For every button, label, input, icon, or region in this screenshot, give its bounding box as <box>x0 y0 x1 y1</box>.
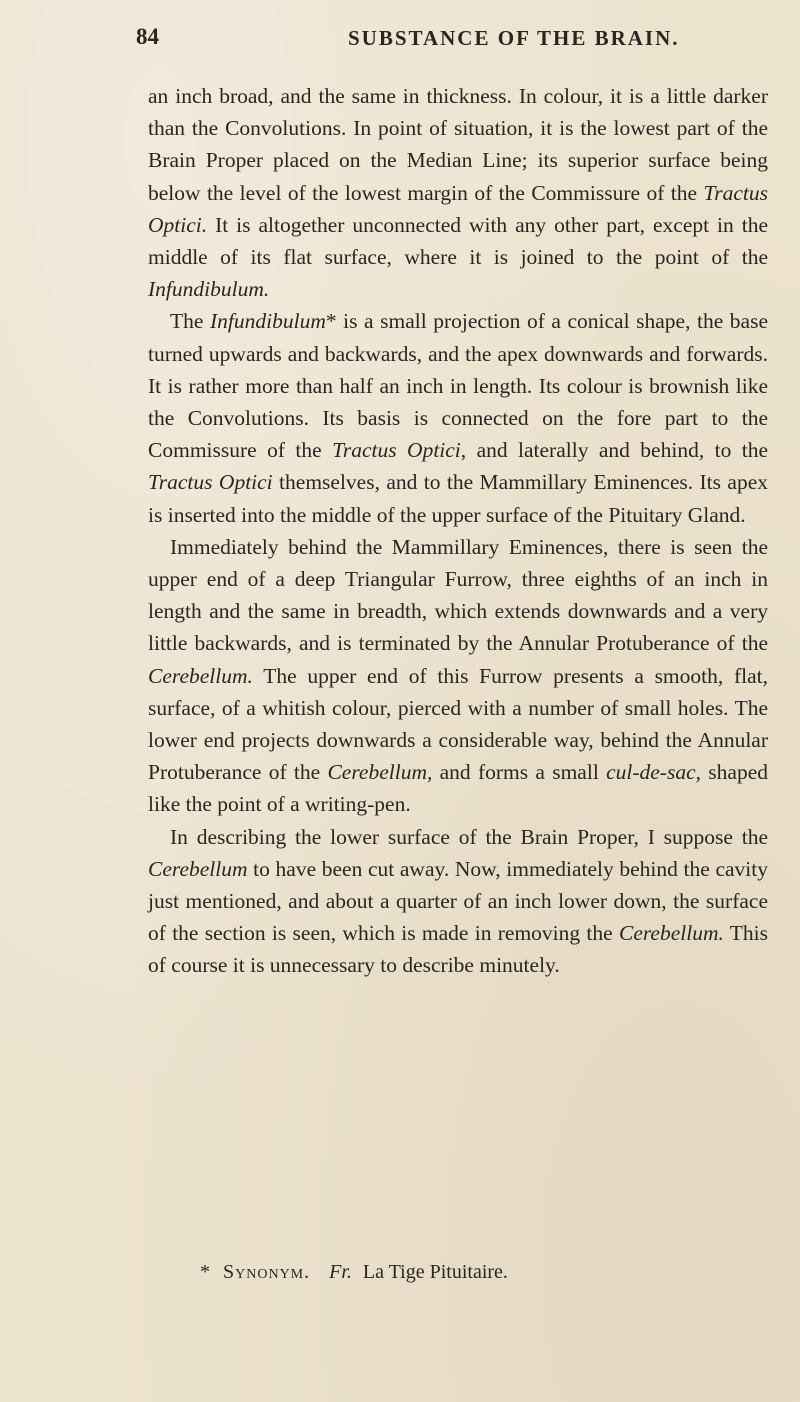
italic-term: Infundibulum. <box>148 277 270 302</box>
italic-term: Tractus Optici <box>148 470 273 495</box>
text-run: , and laterally and behind, to the <box>460 438 769 463</box>
italic-term: Cerebellum. <box>148 663 253 688</box>
paragraph-2 <box>148 305 768 530</box>
text-run: themselves, and to the Mammillary Eminences. Its apex is inserted into the middle of the upper surface of the Pituitary Gland. <box>148 470 768 527</box>
italic-term: cul-de-sac, <box>606 760 702 785</box>
text-run: It is altogether unconnected with any other part, except in the middle of its flat surface, where it is joined to the point of the <box>148 212 768 270</box>
italic-term: Tractus Optici <box>332 438 461 463</box>
footnote-label: Synonym. <box>223 1261 311 1283</box>
body-text <box>148 80 768 982</box>
text-run: an inch broad, and the same in thickness. In colour, it is a little darker than the Convolutions. In point of situation, it is the lowest part of the Brain Proper placed on the Median Line; its superior surface being below the level of the lowest margin of the Commissure of the <box>148 84 768 205</box>
footnote-term: La Tige Pituitaire. <box>362 1261 508 1283</box>
text-run: This of course it is unnecessary to describe minutely. <box>148 921 768 978</box>
footnote <box>200 1258 760 1286</box>
paragraph-4 <box>148 821 768 982</box>
paragraph-3 <box>148 531 768 821</box>
page-number: 84 <box>136 24 159 49</box>
italic-term: Tractus Optici. <box>148 180 768 237</box>
text-run: The upper end of this Furrow presents a smooth, flat, surface, of a whitish colour, pierced with a number of small holes. The lower end projects downwards a considerable way, behind the Annular Protuberance of the <box>148 663 768 785</box>
italic-term: Cerebellum <box>148 856 248 881</box>
text-run: The <box>170 309 210 334</box>
text-run: shaped like the point of a writing-pen. <box>148 760 769 817</box>
text-run: In describing the lower surface of the Brain Proper, I suppose the <box>170 824 768 849</box>
running-title: SUBSTANCE OF THE BRAIN. <box>348 26 680 50</box>
italic-term: Infundibulum <box>209 309 326 334</box>
running-head <box>136 24 768 58</box>
italic-term: Cerebellum, <box>327 760 433 785</box>
footnote-mark: * <box>200 1261 210 1283</box>
text-run: * is a small projection of a conical shape, the base turned upwards and backwards, and the apex downwards and forwards. It is rather more than half an inch in length. Its colour is brownish like the Convolutions. Its basis is connected on the fore part to the Commissure of the <box>148 309 768 463</box>
text-run: and forms a small <box>432 760 607 785</box>
footnote-language: Fr. <box>329 1261 352 1283</box>
text-run: to have been cut away. Now, immediately behind the cavity just mentioned, and about a quarter of an inch lower down, the surface of the section is seen, which is made in removing the <box>148 856 768 946</box>
paragraph-1 <box>148 80 768 305</box>
italic-term: Cerebellum. <box>618 921 724 946</box>
text-run: Immediately behind the Mammillary Eminences, there is seen the upper end of a deep Triangular Furrow, three eighths of an inch in length and the same in breadth, which extends downwards and a very little backwards, and is terminated by the Annular Protuberance of the <box>148 534 768 656</box>
